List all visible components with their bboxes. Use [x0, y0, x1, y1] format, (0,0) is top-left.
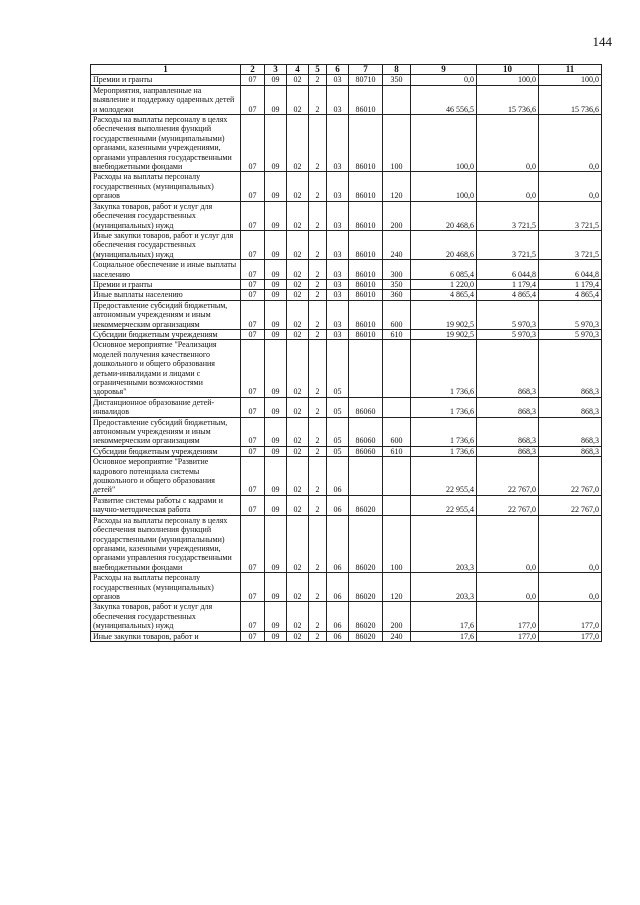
- amount-col9: 0,0: [411, 75, 477, 85]
- column-header: 10: [477, 65, 539, 75]
- code-expense-type: 120: [383, 172, 411, 201]
- amount-col10: 3 721,5: [477, 230, 539, 259]
- code-program: 02: [287, 329, 309, 339]
- code-measure: 06: [327, 602, 349, 631]
- amount-col11: 868,3: [539, 397, 602, 417]
- code-section: 07: [241, 260, 265, 280]
- row-name: Основное мероприятие "Реализация моделей получения качественного дошкольного и общего образования детьми-инвалидами и лицами с ограниченными возможностями здоровья": [91, 340, 241, 397]
- code-expense-type: 350: [383, 75, 411, 85]
- code-subprogram: 2: [309, 260, 327, 280]
- table-row: [91, 85, 602, 114]
- row-name: Субсидии бюджетным учреждениям: [91, 329, 241, 339]
- code-section: 07: [241, 85, 265, 114]
- amount-col11: 5 970,3: [539, 329, 602, 339]
- code-subprogram: 2: [309, 300, 327, 329]
- amount-col11: 868,3: [539, 340, 602, 397]
- code-measure: 03: [327, 290, 349, 300]
- code-section: 07: [241, 602, 265, 631]
- amount-col9: 203,3: [411, 573, 477, 602]
- code-program: 02: [287, 446, 309, 456]
- row-name: Премии и гранты: [91, 75, 241, 85]
- table-row: [91, 230, 602, 259]
- row-name: Социальное обеспечение и иные выплаты населению: [91, 260, 241, 280]
- code-direction: 80710: [349, 75, 383, 85]
- code-subsection: 09: [265, 573, 287, 602]
- column-header: 7: [349, 65, 383, 75]
- code-section: 07: [241, 397, 265, 417]
- amount-col9: 4 865,4: [411, 290, 477, 300]
- code-direction: 86060: [349, 446, 383, 456]
- row-name: Субсидии бюджетным учреждениям: [91, 446, 241, 456]
- table-row: [91, 397, 602, 417]
- code-subprogram: 2: [309, 279, 327, 289]
- table-row: [91, 457, 602, 496]
- code-program: 02: [287, 340, 309, 397]
- amount-col9: 1 736,6: [411, 417, 477, 446]
- amount-col10: 0,0: [477, 115, 539, 172]
- code-subprogram: 2: [309, 290, 327, 300]
- code-section: 07: [241, 515, 265, 572]
- table-row: [91, 446, 602, 456]
- code-measure: 03: [327, 75, 349, 85]
- amount-col11: 4 865,4: [539, 290, 602, 300]
- amount-col10: 3 721,5: [477, 201, 539, 230]
- amount-col10: 6 044,8: [477, 260, 539, 280]
- table-row: [91, 495, 602, 515]
- amount-col10: 868,3: [477, 446, 539, 456]
- code-subprogram: 2: [309, 446, 327, 456]
- row-name: Предоставление субсидий бюджетным, автономным учреждениям и иным некоммерческим организациям: [91, 300, 241, 329]
- amount-col11: 1 179,4: [539, 279, 602, 289]
- code-subsection: 09: [265, 300, 287, 329]
- code-program: 02: [287, 172, 309, 201]
- code-measure: 03: [327, 172, 349, 201]
- code-section: 07: [241, 300, 265, 329]
- code-direction: 86020: [349, 515, 383, 572]
- column-header: 2: [241, 65, 265, 75]
- code-measure: 03: [327, 260, 349, 280]
- code-section: 07: [241, 172, 265, 201]
- code-program: 02: [287, 201, 309, 230]
- code-subprogram: 2: [309, 230, 327, 259]
- code-section: 07: [241, 417, 265, 446]
- amount-col9: 22 955,4: [411, 457, 477, 496]
- code-program: 02: [287, 602, 309, 631]
- code-direction: 86010: [349, 115, 383, 172]
- column-header: 3: [265, 65, 287, 75]
- code-section: 07: [241, 75, 265, 85]
- amount-col10: 5 970,3: [477, 300, 539, 329]
- table-row: [91, 300, 602, 329]
- code-subsection: 09: [265, 515, 287, 572]
- code-subsection: 09: [265, 446, 287, 456]
- code-measure: 03: [327, 279, 349, 289]
- code-subsection: 09: [265, 279, 287, 289]
- amount-col9: 46 556,5: [411, 85, 477, 114]
- amount-col11: 0,0: [539, 115, 602, 172]
- amount-col10: 22 767,0: [477, 495, 539, 515]
- code-program: 02: [287, 75, 309, 85]
- amount-col9: 1 736,6: [411, 340, 477, 397]
- code-direction: 86010: [349, 230, 383, 259]
- code-program: 02: [287, 417, 309, 446]
- code-program: 02: [287, 85, 309, 114]
- code-program: 02: [287, 495, 309, 515]
- table-row: [91, 260, 602, 280]
- code-program: 02: [287, 290, 309, 300]
- code-measure: 05: [327, 417, 349, 446]
- code-measure: 05: [327, 340, 349, 397]
- code-direction: 86010: [349, 329, 383, 339]
- code-subsection: 09: [265, 75, 287, 85]
- amount-col9: 20 468,6: [411, 230, 477, 259]
- amount-col9: 19 902,5: [411, 300, 477, 329]
- amount-col11: 868,3: [539, 417, 602, 446]
- column-header: 6: [327, 65, 349, 75]
- code-direction: 86060: [349, 397, 383, 417]
- amount-col11: 22 767,0: [539, 457, 602, 496]
- amount-col10: 0,0: [477, 573, 539, 602]
- column-header: 1: [91, 65, 241, 75]
- table-row: [91, 290, 602, 300]
- column-header: 8: [383, 65, 411, 75]
- code-subprogram: 2: [309, 515, 327, 572]
- code-expense-type: 200: [383, 602, 411, 631]
- code-direction: 86010: [349, 85, 383, 114]
- code-subprogram: 2: [309, 115, 327, 172]
- amount-col9: 1 220,0: [411, 279, 477, 289]
- table-row: [91, 573, 602, 602]
- code-section: 07: [241, 573, 265, 602]
- code-program: 02: [287, 279, 309, 289]
- code-subsection: 09: [265, 340, 287, 397]
- code-measure: 05: [327, 446, 349, 456]
- code-measure: 06: [327, 573, 349, 602]
- column-header: 5: [309, 65, 327, 75]
- amount-col10: 868,3: [477, 397, 539, 417]
- code-program: 02: [287, 230, 309, 259]
- code-section: 07: [241, 446, 265, 456]
- code-subprogram: 2: [309, 329, 327, 339]
- amount-col10: 177,0: [477, 602, 539, 631]
- code-measure: 03: [327, 300, 349, 329]
- row-name: Иные закупки товаров, работ и: [91, 631, 241, 641]
- code-program: 02: [287, 397, 309, 417]
- code-measure: 06: [327, 495, 349, 515]
- code-expense-type: 100: [383, 515, 411, 572]
- code-section: 07: [241, 201, 265, 230]
- amount-col9: 17,6: [411, 631, 477, 641]
- page-number: 144: [592, 34, 612, 49]
- amount-col11: 100,0: [539, 75, 602, 85]
- code-direction: 86020: [349, 495, 383, 515]
- code-direction: 86010: [349, 260, 383, 280]
- code-expense-type: 350: [383, 279, 411, 289]
- code-subprogram: 2: [309, 172, 327, 201]
- code-subsection: 09: [265, 495, 287, 515]
- code-program: 02: [287, 260, 309, 280]
- code-direction: 86010: [349, 172, 383, 201]
- row-name: Расходы на выплаты персоналу в целях обеспечения выполнения функций государственными (муниципальными) органами, казенными учреждениями, органами управления государственными внебюджетными фондами: [91, 515, 241, 572]
- code-direction: 86020: [349, 602, 383, 631]
- code-expense-type: 360: [383, 290, 411, 300]
- amount-col11: 5 970,3: [539, 300, 602, 329]
- code-direction: 86020: [349, 631, 383, 641]
- code-direction: [349, 340, 383, 397]
- amount-col10: 868,3: [477, 340, 539, 397]
- amount-col11: 15 736,6: [539, 85, 602, 114]
- code-expense-type: [383, 85, 411, 114]
- code-program: 02: [287, 457, 309, 496]
- amount-col11: 868,3: [539, 446, 602, 456]
- code-direction: 86010: [349, 290, 383, 300]
- code-expense-type: 610: [383, 329, 411, 339]
- code-program: 02: [287, 573, 309, 602]
- row-name: Дистанционное образование детей-инвалидов: [91, 397, 241, 417]
- code-direction: 86020: [349, 573, 383, 602]
- code-subprogram: 2: [309, 75, 327, 85]
- table-row: [91, 417, 602, 446]
- code-program: 02: [287, 631, 309, 641]
- code-subprogram: 2: [309, 495, 327, 515]
- row-name: Закупка товаров, работ и услуг для обеспечения государственных (муниципальных) нужд: [91, 602, 241, 631]
- code-measure: 03: [327, 115, 349, 172]
- amount-col9: 22 955,4: [411, 495, 477, 515]
- code-subsection: 09: [265, 85, 287, 114]
- row-name: Иные закупки товаров, работ и услуг для обеспечения государственных (муниципальных) нужд: [91, 230, 241, 259]
- code-measure: 06: [327, 515, 349, 572]
- table-row: [91, 340, 602, 397]
- table-row: [91, 602, 602, 631]
- code-direction: 86010: [349, 201, 383, 230]
- code-expense-type: 240: [383, 631, 411, 641]
- amount-col11: 6 044,8: [539, 260, 602, 280]
- code-subsection: 09: [265, 172, 287, 201]
- amount-col11: 177,0: [539, 631, 602, 641]
- column-header: 11: [539, 65, 602, 75]
- table-row: [91, 75, 602, 85]
- amount-col10: 22 767,0: [477, 457, 539, 496]
- amount-col9: 17,6: [411, 602, 477, 631]
- code-section: 07: [241, 631, 265, 641]
- table-row: [91, 329, 602, 339]
- amount-col10: 1 179,4: [477, 279, 539, 289]
- budget-table: [90, 64, 602, 642]
- amount-col10: 15 736,6: [477, 85, 539, 114]
- amount-col9: 20 468,6: [411, 201, 477, 230]
- code-expense-type: 200: [383, 201, 411, 230]
- code-subprogram: 2: [309, 631, 327, 641]
- code-subprogram: 2: [309, 201, 327, 230]
- row-name: Расходы на выплаты персоналу в целях обеспечения выполнения функций государственными (муниципальными) органами, казенными учреждениями, органами управления государственными внебюджетными фондами: [91, 115, 241, 172]
- code-program: 02: [287, 300, 309, 329]
- code-subsection: 09: [265, 290, 287, 300]
- code-program: 02: [287, 515, 309, 572]
- row-name: Предоставление субсидий бюджетным, автономным учреждениям и иным некоммерческим организациям: [91, 417, 241, 446]
- code-section: 07: [241, 115, 265, 172]
- code-expense-type: 120: [383, 573, 411, 602]
- table-row: [91, 201, 602, 230]
- code-subsection: 09: [265, 115, 287, 172]
- code-subsection: 09: [265, 201, 287, 230]
- code-section: 07: [241, 495, 265, 515]
- code-subsection: 09: [265, 329, 287, 339]
- code-program: 02: [287, 115, 309, 172]
- column-header: 4: [287, 65, 309, 75]
- code-section: 07: [241, 340, 265, 397]
- row-name: Расходы на выплаты персоналу государственных (муниципальных) органов: [91, 172, 241, 201]
- code-expense-type: 610: [383, 446, 411, 456]
- amount-col10: 177,0: [477, 631, 539, 641]
- code-expense-type: [383, 397, 411, 417]
- table-row: [91, 279, 602, 289]
- code-measure: 03: [327, 85, 349, 114]
- amount-col10: 868,3: [477, 417, 539, 446]
- code-measure: 03: [327, 201, 349, 230]
- amount-col11: 22 767,0: [539, 495, 602, 515]
- amount-col11: 3 721,5: [539, 201, 602, 230]
- code-measure: 06: [327, 457, 349, 496]
- amount-col9: 1 736,6: [411, 397, 477, 417]
- amount-col9: 19 902,5: [411, 329, 477, 339]
- code-direction: 86010: [349, 300, 383, 329]
- row-name: Иные выплаты населению: [91, 290, 241, 300]
- amount-col10: 100,0: [477, 75, 539, 85]
- table-header-row: [91, 65, 602, 75]
- code-subsection: 09: [265, 417, 287, 446]
- amount-col11: 177,0: [539, 602, 602, 631]
- row-name: Премии и гранты: [91, 279, 241, 289]
- code-expense-type: 240: [383, 230, 411, 259]
- code-subprogram: 2: [309, 340, 327, 397]
- code-expense-type: 300: [383, 260, 411, 280]
- amount-col9: 6 085,4: [411, 260, 477, 280]
- code-subprogram: 2: [309, 602, 327, 631]
- amount-col11: 0,0: [539, 573, 602, 602]
- code-direction: 86060: [349, 417, 383, 446]
- column-header: 9: [411, 65, 477, 75]
- row-name: Основное мероприятие "Развитие кадрового потенциала системы дошкольного и общего образования детей": [91, 457, 241, 496]
- code-subprogram: 2: [309, 417, 327, 446]
- row-name: Расходы на выплаты персоналу государственных (муниципальных) органов: [91, 573, 241, 602]
- amount-col11: 3 721,5: [539, 230, 602, 259]
- code-measure: 03: [327, 230, 349, 259]
- code-expense-type: 100: [383, 115, 411, 172]
- amount-col11: 0,0: [539, 515, 602, 572]
- amount-col10: 0,0: [477, 515, 539, 572]
- code-expense-type: 600: [383, 300, 411, 329]
- table-row: [91, 115, 602, 172]
- code-section: 07: [241, 279, 265, 289]
- amount-col9: 203,3: [411, 515, 477, 572]
- code-expense-type: 600: [383, 417, 411, 446]
- code-measure: 05: [327, 397, 349, 417]
- code-measure: 06: [327, 631, 349, 641]
- code-expense-type: [383, 457, 411, 496]
- code-subprogram: 2: [309, 397, 327, 417]
- code-measure: 03: [327, 329, 349, 339]
- table-row: [91, 172, 602, 201]
- amount-col11: 0,0: [539, 172, 602, 201]
- code-subsection: 09: [265, 631, 287, 641]
- code-subsection: 09: [265, 397, 287, 417]
- code-section: 07: [241, 457, 265, 496]
- code-section: 07: [241, 230, 265, 259]
- code-subprogram: 2: [309, 573, 327, 602]
- amount-col10: 4 865,4: [477, 290, 539, 300]
- code-expense-type: [383, 495, 411, 515]
- row-name: Мероприятия, направленные на выявление и поддержку одаренных детей и молодежи: [91, 85, 241, 114]
- code-direction: 86010: [349, 279, 383, 289]
- amount-col9: 100,0: [411, 172, 477, 201]
- code-direction: [349, 457, 383, 496]
- code-subsection: 09: [265, 230, 287, 259]
- code-subprogram: 2: [309, 457, 327, 496]
- amount-col10: 0,0: [477, 172, 539, 201]
- table-row: [91, 631, 602, 641]
- code-subsection: 09: [265, 602, 287, 631]
- row-name: Развитие системы работы с кадрами и научно-методическая работа: [91, 495, 241, 515]
- code-subprogram: 2: [309, 85, 327, 114]
- code-section: 07: [241, 290, 265, 300]
- code-subsection: 09: [265, 457, 287, 496]
- code-subsection: 09: [265, 260, 287, 280]
- amount-col9: 100,0: [411, 115, 477, 172]
- amount-col9: 1 736,6: [411, 446, 477, 456]
- table-row: [91, 515, 602, 572]
- code-expense-type: [383, 340, 411, 397]
- amount-col10: 5 970,3: [477, 329, 539, 339]
- row-name: Закупка товаров, работ и услуг для обеспечения государственных (муниципальных) нужд: [91, 201, 241, 230]
- code-section: 07: [241, 329, 265, 339]
